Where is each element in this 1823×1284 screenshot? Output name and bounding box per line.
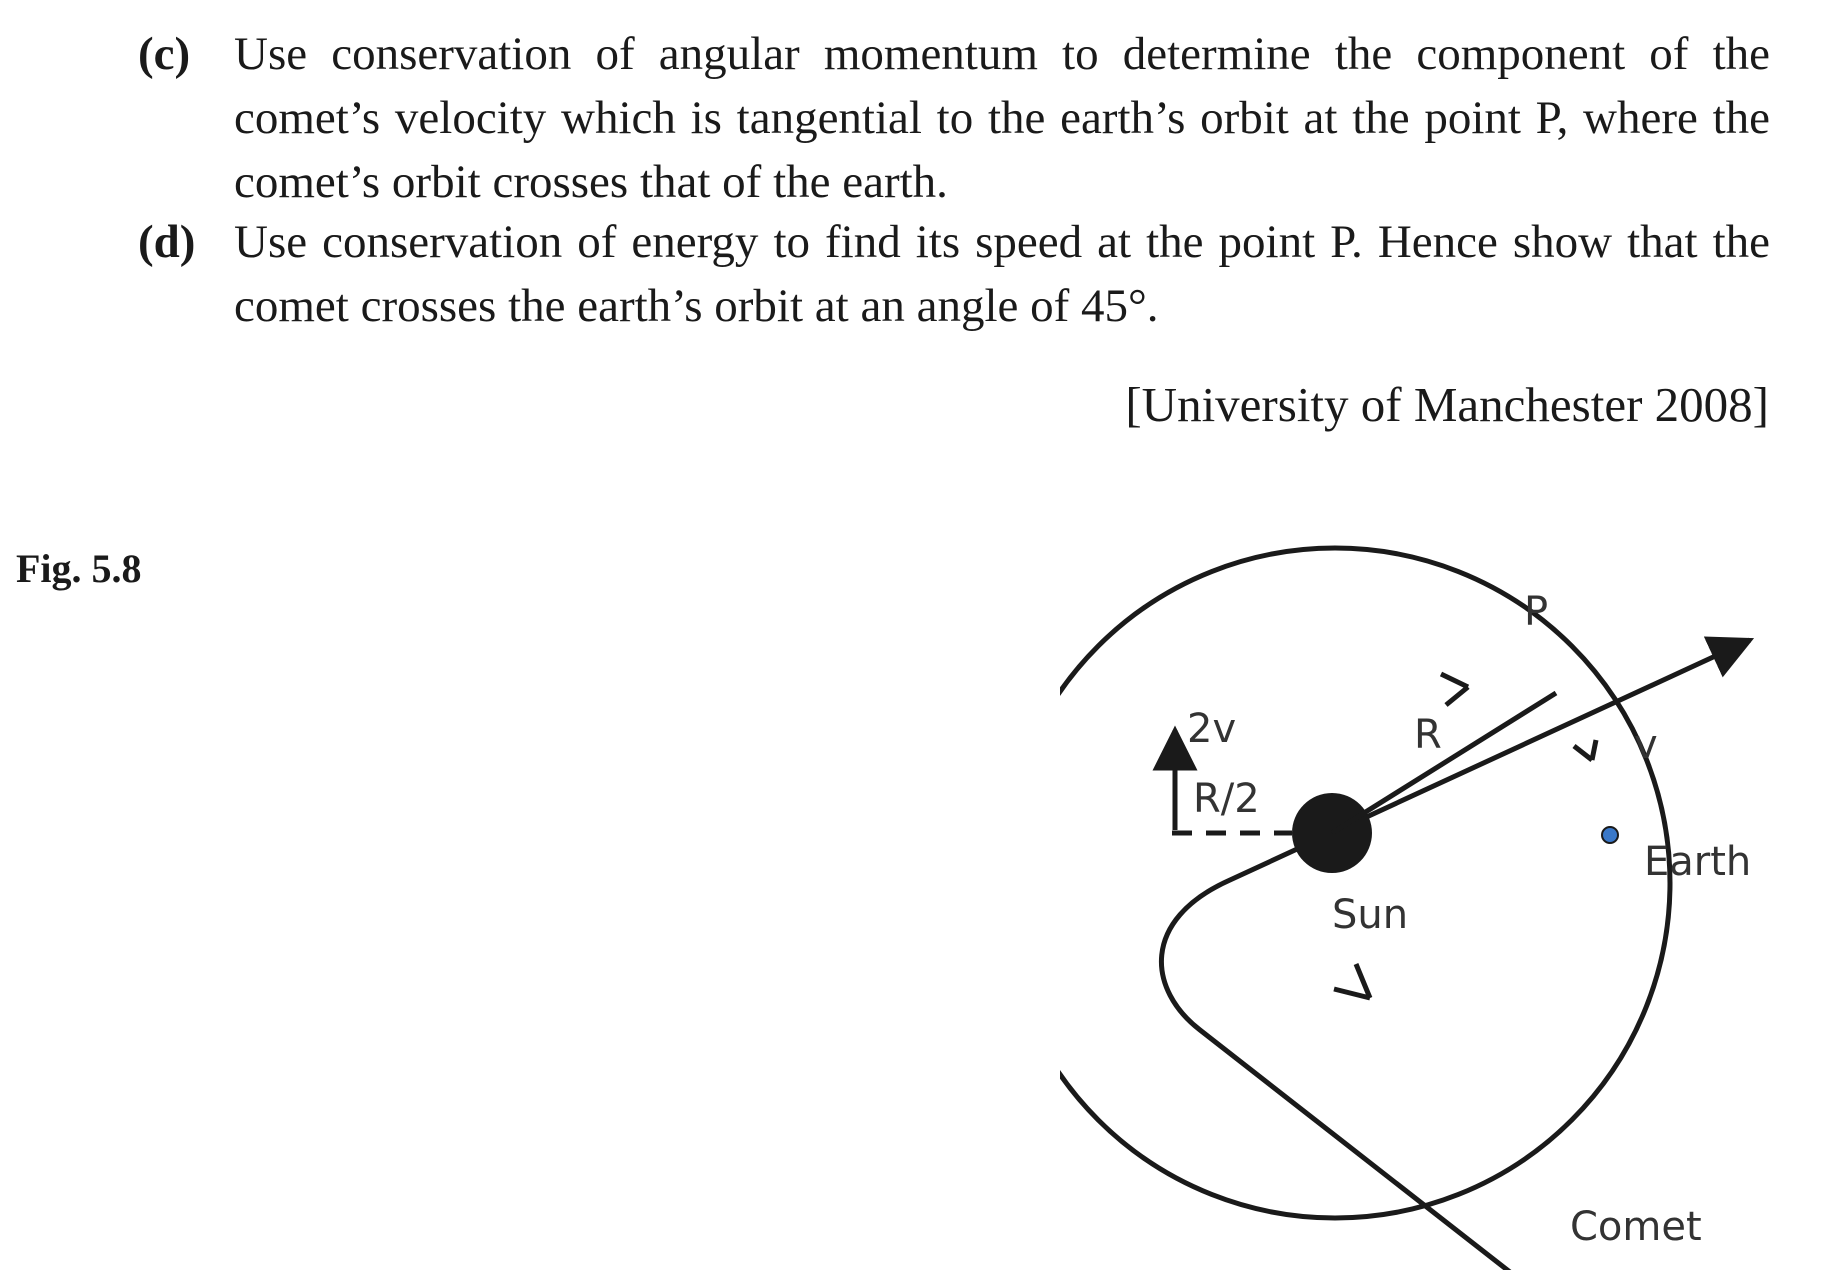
question-d-text: Use conservation of energy to find its speed at the point P. Hence show that the comet crosses the earth’s orbit at an angle of 45°. — [234, 216, 1770, 332]
figure-label: Fig. 5.8 — [16, 546, 142, 591]
source-citation: [University of Manchester 2008] — [1125, 377, 1769, 432]
earth-velocity-arrow — [1574, 740, 1596, 760]
label-p: P — [1524, 589, 1549, 635]
comet-direction-arrow-lower — [1334, 964, 1370, 998]
earth-orbit — [1060, 548, 1670, 1218]
orbit-diagram — [1060, 530, 1780, 1270]
question-d — [138, 210, 1770, 338]
radius-r-line — [1332, 693, 1556, 833]
label-comet: Comet — [1570, 1204, 1702, 1250]
label-earth: Earth — [1644, 839, 1752, 885]
earth — [1602, 827, 1618, 843]
comet-direction-arrow-upper — [1441, 674, 1468, 705]
label-sun: Sun — [1332, 892, 1409, 938]
label-v: v — [1634, 722, 1658, 768]
label-r-half: R/2 — [1193, 776, 1260, 822]
question-c — [138, 22, 1770, 214]
question-c-label: (c) — [138, 28, 191, 80]
question-d-label: (d) — [138, 216, 196, 268]
label-2v: 2v — [1187, 706, 1237, 752]
label-r: R — [1414, 712, 1442, 758]
question-c-text: Use conservation of angular momentum to determine the component of the comet’s velocity which is tangential to the earth’s orbit at the point P, where the comet’s orbit crosses that of the earth. — [234, 28, 1770, 208]
